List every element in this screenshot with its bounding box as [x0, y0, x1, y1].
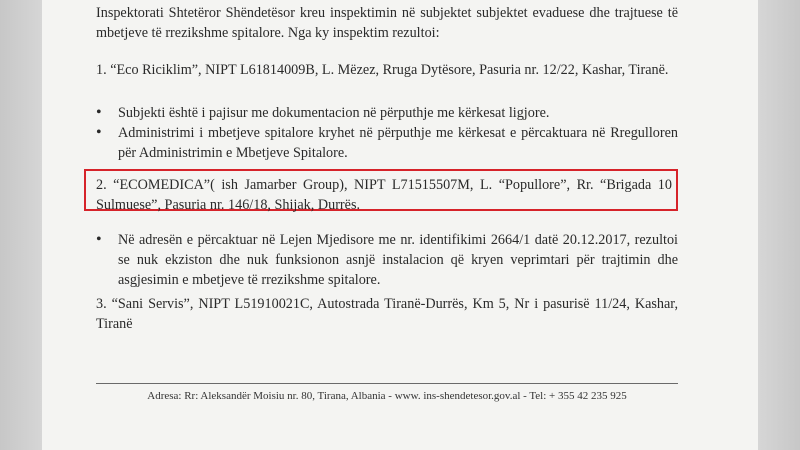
- bullet-item: • Subjekti është i pajisur me dokumentacion në përputhje me kërkesat ligjore.: [96, 103, 678, 123]
- bullet-item: • Në adresën e përcaktuar në Lejen Mjedisore me nr. identifikimi 2664/1 datë 20.12.2017, rezultoi se nuk ekziston dhe nuk funksionon asnjë instalacion që kryen veprimtari për trajtimin dhe asgjesimin e mbetjeve të rrezikshme spitalore.: [96, 230, 678, 290]
- bullet-item: • Administrimi i mbetjeve spitalore kryhet në përputhje me kërkesat e përcaktuara në Rregulloren për Administrimin e Mbetjeve Spitalore.: [96, 123, 678, 163]
- bullet-list-2: [96, 230, 678, 290]
- footer-address: Adresa: Rr: Aleksandër Moisiu nr. 80, Tirana, Albania - www. ins-shendetesor.gov.al - Tel: + 355 42 235 925: [147, 390, 627, 402]
- background-right: [758, 0, 800, 450]
- intro-paragraph: Inspektorati Shtetëror Shëndetësor kreu inspektimin në subjektet subjektet evaduese dhe trajtuese të mbetjeve të rrezikshme spitalore. Nga ky inspektim rezultoi:: [96, 5, 678, 41]
- item-ecomedica: 2. “ECOMEDICA”( ish Jamarber Group), NIPT L71515507M, L. “Popullore”, Rr. “Brigada 10 Sulmuese”, Pasuria nr. 146/18, Shijak, Durrës.: [96, 177, 672, 213]
- footer-divider: [96, 383, 678, 384]
- item-eco-riciklim: 1. “Eco Riciklim”, NIPT L61814009B, L. Mëzez, Rruga Dytësore, Pasuria nr. 12/22, Kashar, Tiranë.: [96, 62, 669, 78]
- background-left: [0, 0, 42, 450]
- bullet-list-1: [96, 103, 678, 163]
- item-sani-servis: 3. “Sani Servis”, NIPT L51910021C, Autostrada Tiranë-Durrës, Km 5, Nr i pasurisë 11/24, Kashar, Tiranë: [96, 296, 678, 332]
